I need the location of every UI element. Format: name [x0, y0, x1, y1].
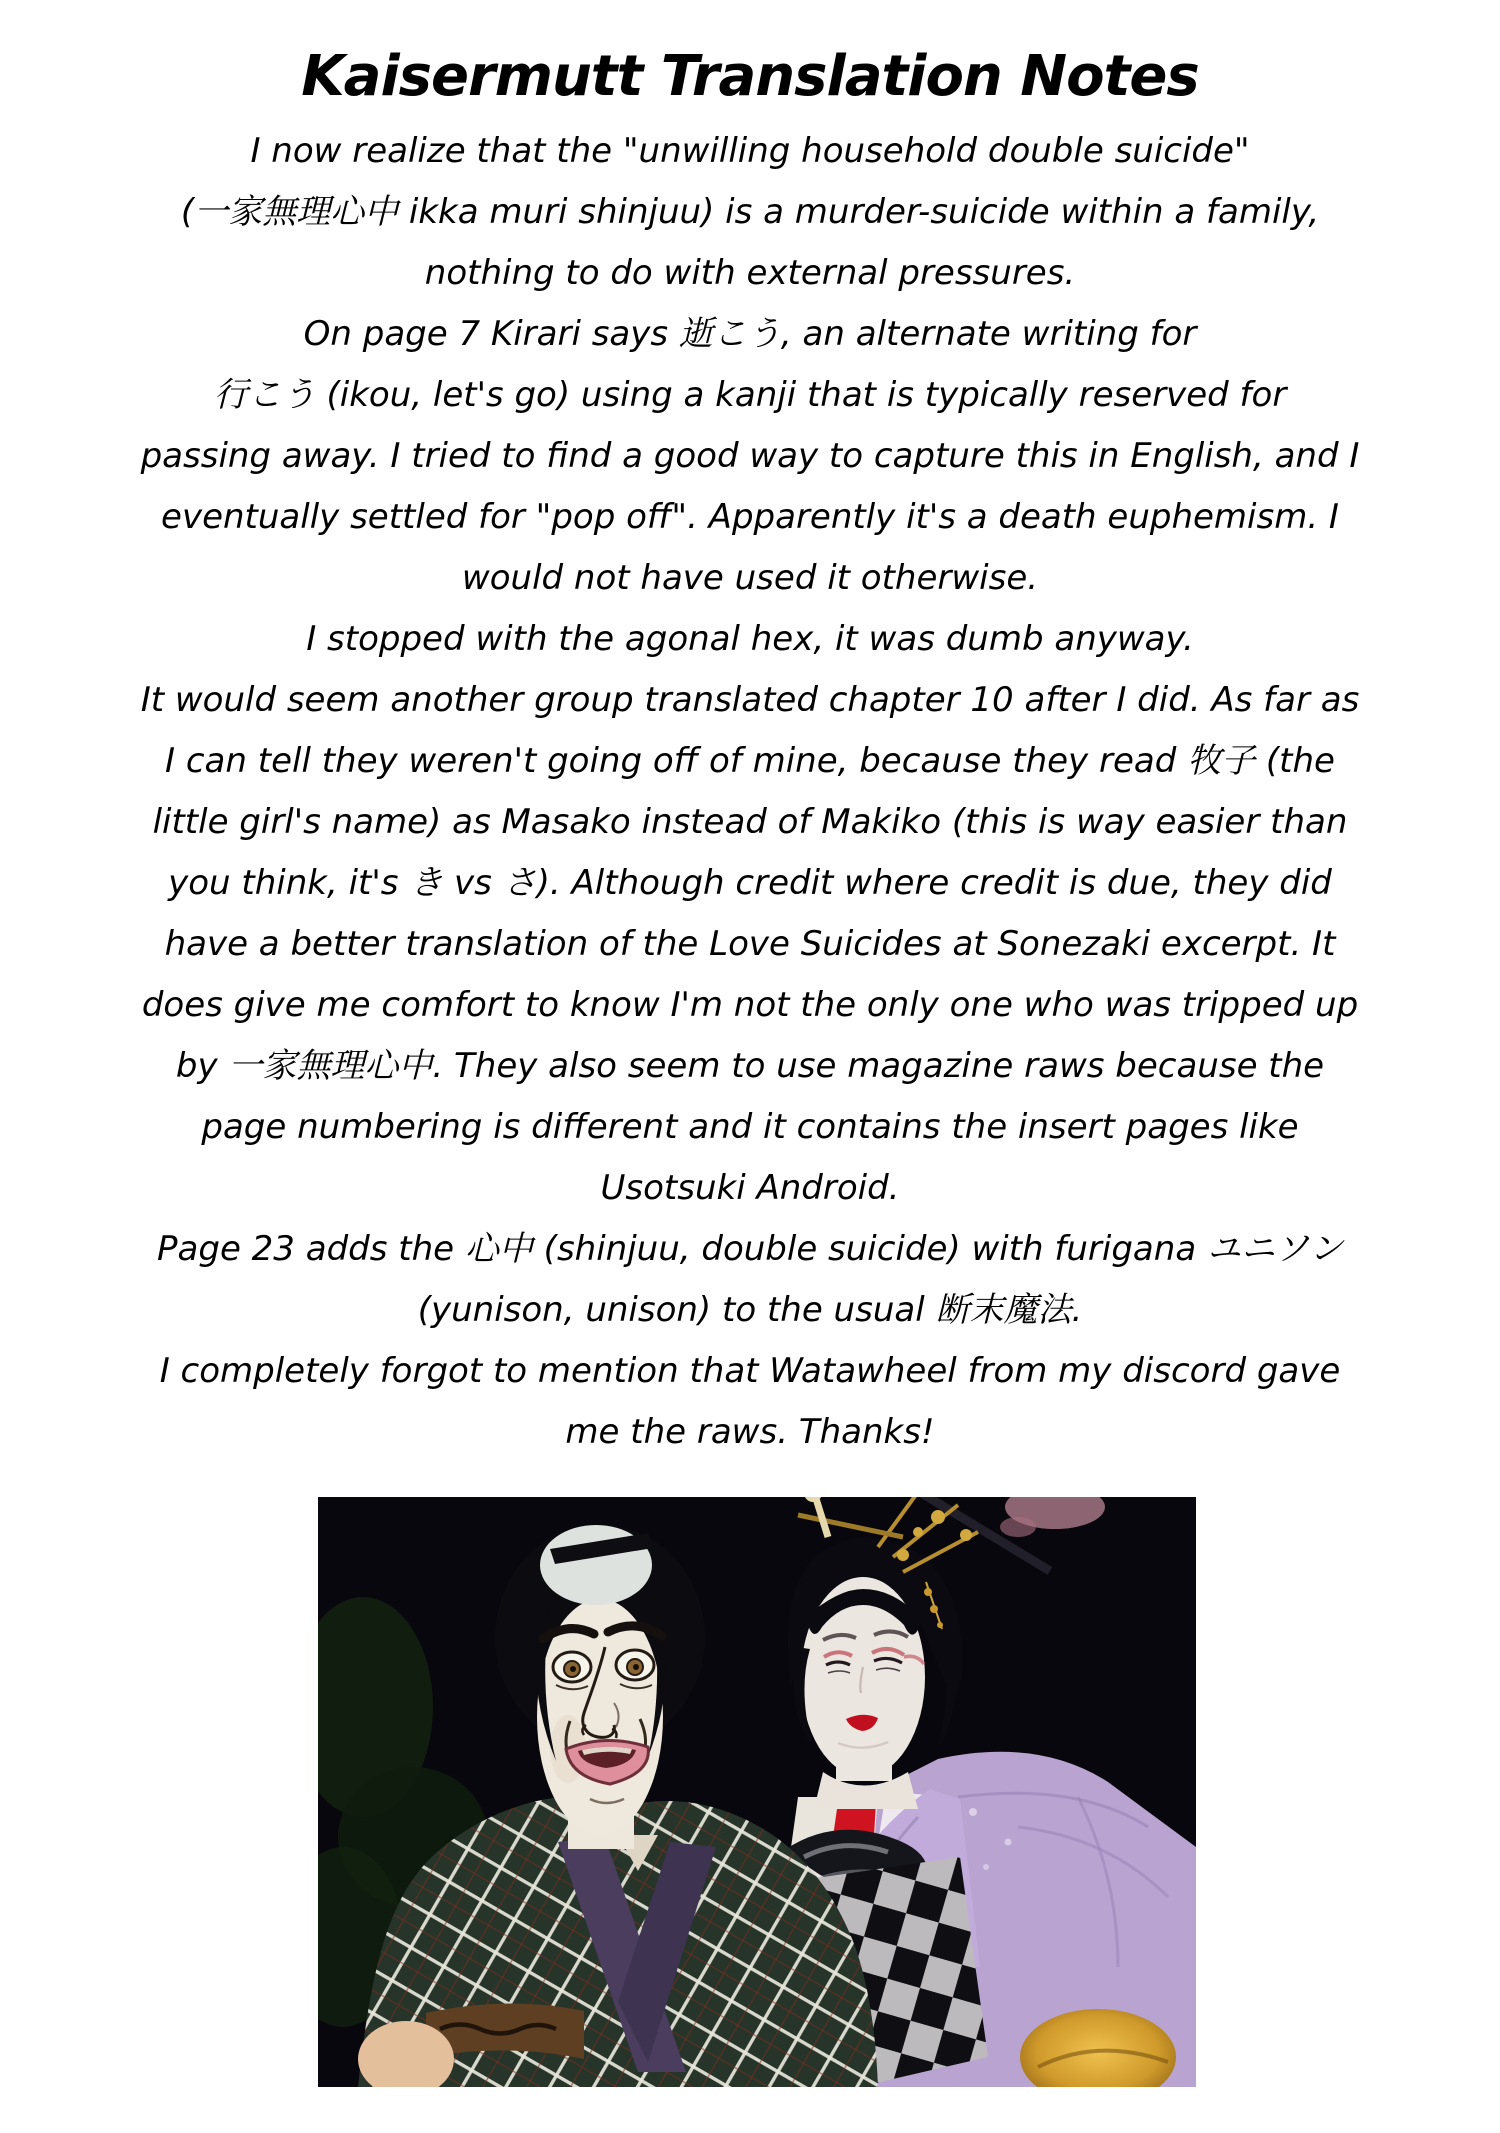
note-line: I can tell they weren't going off of mine, because they read 牧子 (the: [165, 741, 1335, 781]
note-line: passing away. I tried to find a good way to capture this in English, and I: [140, 436, 1360, 476]
note-line: by 一家無理心中. They also seem to use magazine raws because the: [175, 1046, 1325, 1086]
note-line: On page 7 Kirari says 逝こう, an alternate writing for: [303, 314, 1197, 354]
note-line: Usotsuki Android.: [600, 1168, 900, 1208]
note-line: eventually settled for "pop off". Apparently it's a death euphemism. I: [161, 497, 1339, 537]
meme-face: [536, 1525, 666, 1835]
note-line: I stopped with the agonal hex, it was dumb anyway.: [306, 619, 1194, 659]
page-title: Kaisermutt Translation Notes: [301, 44, 1199, 109]
note-line: Page 23 adds the 心中 (shinjuu, double suicide) with furigana ユニソン: [157, 1229, 1343, 1269]
kabuki-photo-art: [318, 1497, 1196, 2087]
note-line: (yunison, unison) to the usual 断末魔法.: [417, 1290, 1083, 1330]
note-line: little girl's name) as Masako instead of Makiko (this is way easier than: [152, 802, 1348, 842]
note-line: have a better translation of the Love Suicides at Sonezaki excerpt. It: [164, 924, 1336, 964]
note-line: 行こう (ikou, let's go) using a kanji that is typically reserved for: [213, 375, 1287, 415]
note-line: I now realize that the "unwilling household double suicide": [250, 131, 1250, 171]
translation-notes: [0, 121, 1500, 1463]
note-line: would not have used it otherwise.: [461, 558, 1039, 598]
note-line: It would seem another group translated chapter 10 after I did. As far as: [140, 680, 1360, 720]
kabuki-photo: [318, 1497, 1196, 2087]
note-line: you think, it's き vs さ). Although credit where credit is due, they did: [168, 863, 1332, 903]
note-line: (一家無理心中 ikka muri shinjuu) is a murder-suicide within a family,: [180, 192, 1320, 232]
note-line: me the raws. Thanks!: [565, 1412, 935, 1452]
note-line: nothing to do with external pressures.: [424, 253, 1076, 293]
note-line: I completely forgot to mention that Watawheel from my discord gave: [159, 1351, 1341, 1391]
note-line: does give me comfort to know I'm not the only one who was tripped up: [141, 985, 1359, 1025]
note-line: page numbering is different and it contains the insert pages like: [201, 1107, 1299, 1147]
